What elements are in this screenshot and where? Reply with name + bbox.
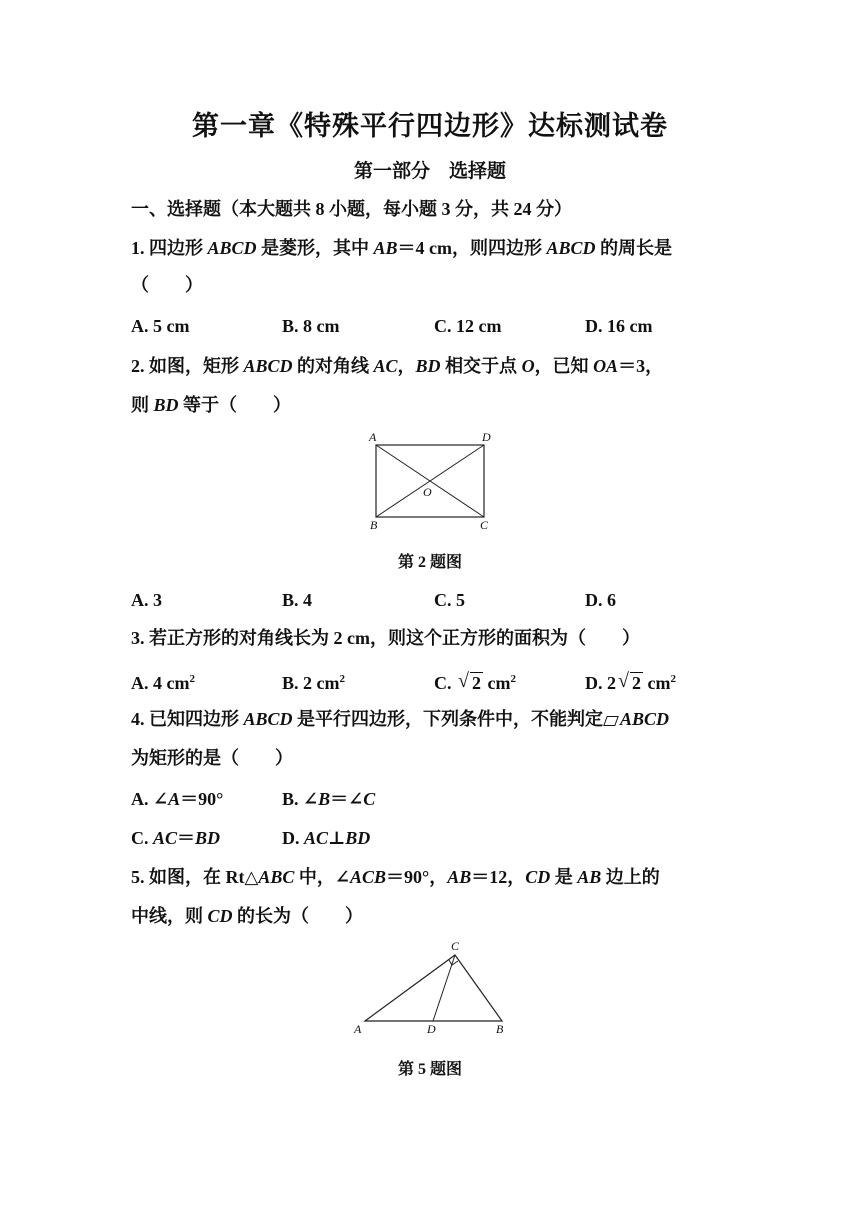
- q3-stem: 3. 若正方形的对角线长为 2 cm，则这个正方形的面积为（ ）: [131, 628, 640, 648]
- sqrt-symbol: √ 2: [458, 670, 481, 693]
- label-d: D: [427, 1022, 436, 1036]
- q2-stem-line2: 则 BD 等于（ ）: [131, 395, 292, 415]
- q5-figure-caption: 第 5 题图: [397, 1061, 462, 1078]
- q4-option-c: C. AC＝BD: [131, 828, 221, 848]
- q5-stem: 5. 如图，在 Rt△ABC 中，∠ACB＝90°，AB＝12，CD 是 AB 边上的: [131, 867, 660, 887]
- q1-option-d: D. 16 cm: [585, 316, 653, 336]
- section-heading: 一、选择题（本大题共 8 小题，每小题 3 分，共 24 分）: [131, 199, 572, 219]
- page-title: 第一章《特殊平行四边形》达标测试卷: [192, 111, 668, 141]
- label-b: B: [496, 1022, 504, 1036]
- q5-stem-line2: 中线，则 CD 的长为（ ）: [131, 906, 364, 926]
- q2-stem: 2. 如图，矩形 ABCD 的对角线 AC，BD 相交于点 O，已知 OA＝3，: [131, 356, 664, 376]
- q4-option-a: A. ∠A＝90°: [131, 789, 224, 809]
- q4-stem-line2: 为矩形的是（ ）: [131, 748, 293, 768]
- q3-option-c: C. √ 2 $cm^2$: [434, 666, 516, 696]
- q2-rectangle-figure: [360, 425, 500, 535]
- q2-option-c: C. 5: [434, 590, 465, 610]
- label-c: C: [480, 518, 489, 532]
- q1-answer-blank: （ ）: [131, 275, 203, 295]
- q1-option-b: B. 8 cm: [282, 316, 340, 336]
- q4-stem: 4. 已知四边形 ABCD 是平行四边形，下列条件中，不能判定 ABCD: [131, 709, 670, 729]
- label-a: A: [354, 1022, 362, 1036]
- part-heading: 第一部分 选择题: [353, 161, 506, 182]
- label-o: O: [423, 485, 432, 499]
- q5-triangle-figure: [345, 935, 515, 1040]
- q1-option-a: A. 5 cm: [131, 316, 190, 336]
- label-d: D: [482, 430, 491, 444]
- q4-option-d: D. AC⊥BD: [282, 828, 371, 848]
- q2-option-a: A. 3: [131, 590, 162, 610]
- label-b: B: [370, 518, 378, 532]
- label-c: C: [451, 939, 460, 953]
- q2-option-d: D. 6: [585, 590, 616, 610]
- q2-option-b: B. 4: [282, 590, 313, 610]
- q3-option-b: B. 2 $cm^2$: [282, 673, 345, 693]
- parallelogram-icon: [603, 716, 619, 726]
- sqrt-symbol: √ 2: [618, 670, 641, 693]
- q3-option-d: D. 2 √ 2 $cm^2$: [585, 666, 676, 696]
- q1-stem: 1. 四边形 ABCD 是菱形，其中 AB＝4 cm，则四边形 ABCD 的周长是: [131, 238, 673, 258]
- q1-option-c: C. 12 cm: [434, 316, 502, 336]
- label-a: A: [369, 430, 377, 444]
- q3-option-a: A. 4 $cm^2$: [131, 673, 195, 693]
- triangle-abc: [365, 955, 502, 1021]
- q4-option-b: B. ∠B＝∠C: [282, 789, 376, 809]
- q2-figure-caption: 第 2 题图: [397, 554, 462, 571]
